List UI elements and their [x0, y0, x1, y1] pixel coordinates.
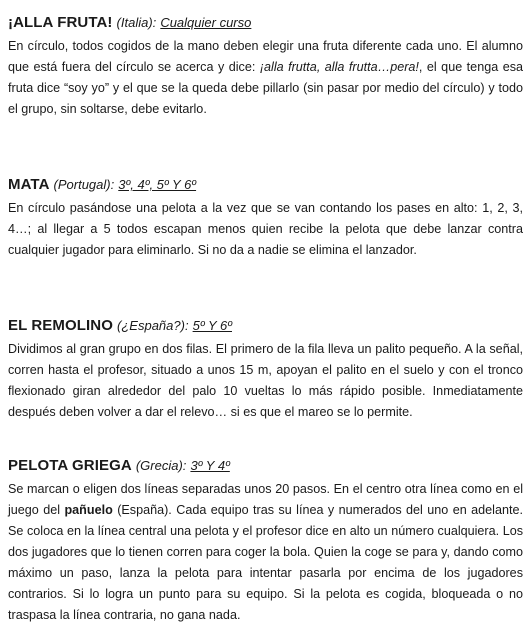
game-name: PELOTA GRIEGA: [8, 457, 132, 474]
game-country: (¿España?):: [117, 318, 189, 333]
description-text: , el que tenga esa fruta dice “soy yo” y el que se la queda debe pillarlo (sin pasar por medio del círculo) y todo el grupo, sin soltarse, debe evitarlo.: [8, 60, 523, 116]
game-pelota-griega: [8, 457, 523, 626]
game-course: Cualquier curso: [160, 15, 252, 30]
game-mata: [8, 176, 523, 261]
game-course: 3º Y 4º: [190, 458, 230, 473]
game-description: [8, 198, 523, 261]
description-text: En círculo, todos cogidos de la mano deben elegir una fruta diferente cada uno. El alumno que está fuera del círculo se acerca y dice:: [8, 39, 523, 74]
game-title: [8, 14, 523, 32]
game-course: 5º Y 6º: [192, 318, 232, 333]
game-description: [8, 339, 523, 423]
description-bold-text: pañuelo: [64, 503, 113, 517]
description-italic-text: ¡alla frutta, alla frutta…pera!: [259, 60, 419, 74]
game-name: ¡ALLA FRUTA!: [8, 14, 113, 31]
description-text: Se marcan o eligen dos líneas separadas unos 20 pasos. En el centro otra línea como en el juego del: [8, 482, 523, 517]
game-alla-fruta: [8, 14, 523, 120]
game-name: EL REMOLINO: [8, 317, 113, 334]
game-country: (Grecia):: [135, 458, 187, 473]
game-description: [8, 36, 523, 120]
description-text: (España). Cada equipo tras su línea y numerados del uno en adelante. Se coloca en la línea central una pelota y el profesor dice en alto un número cualquiera. Los dos jugadores que lo tienen corren para coger la bola. Quien la coge se para y, dando como máximo un paso, lanza la pelota para intentar pasarla por encima de los jugadores contrarios. Si lo logra un punto para su equipo. Si la pelota es cogida, bloqueada o no traspasa la línea contraria, no gana nada.: [8, 503, 523, 622]
game-description: [8, 479, 523, 626]
game-course: 3º, 4º, 5º Y 6º: [118, 177, 197, 192]
game-country: (Italia):: [116, 15, 157, 30]
game-title: [8, 457, 523, 475]
game-title: [8, 176, 523, 194]
game-el-remolino: [8, 317, 523, 423]
game-name: MATA: [8, 176, 50, 193]
game-country: (Portugal):: [53, 177, 115, 192]
description-text: Dividimos al gran grupo en dos filas. El primero de la fila lleva un palito pequeño. A la señal, corren hasta el profesor, situado a unos 15 m, apoyan el palito en el suelo y con el tronco flexionado giran alrededor del palo 10 vueltas lo más rápido posible. Inmediatamente después deben volver a dar el relevo… si es que el mareo se lo permite.: [8, 342, 523, 419]
game-title: [8, 317, 523, 335]
description-text: En círculo pasándose una pelota a la vez que se van contando los pases en alto: 1, 2, 3, 4…; al llegar a 5 todos escapan menos quien recibe la pelota que debe lanzar contra cualquier jugador para eliminarlo. Si no da a nadie se elimina el lanzador.: [8, 201, 523, 257]
